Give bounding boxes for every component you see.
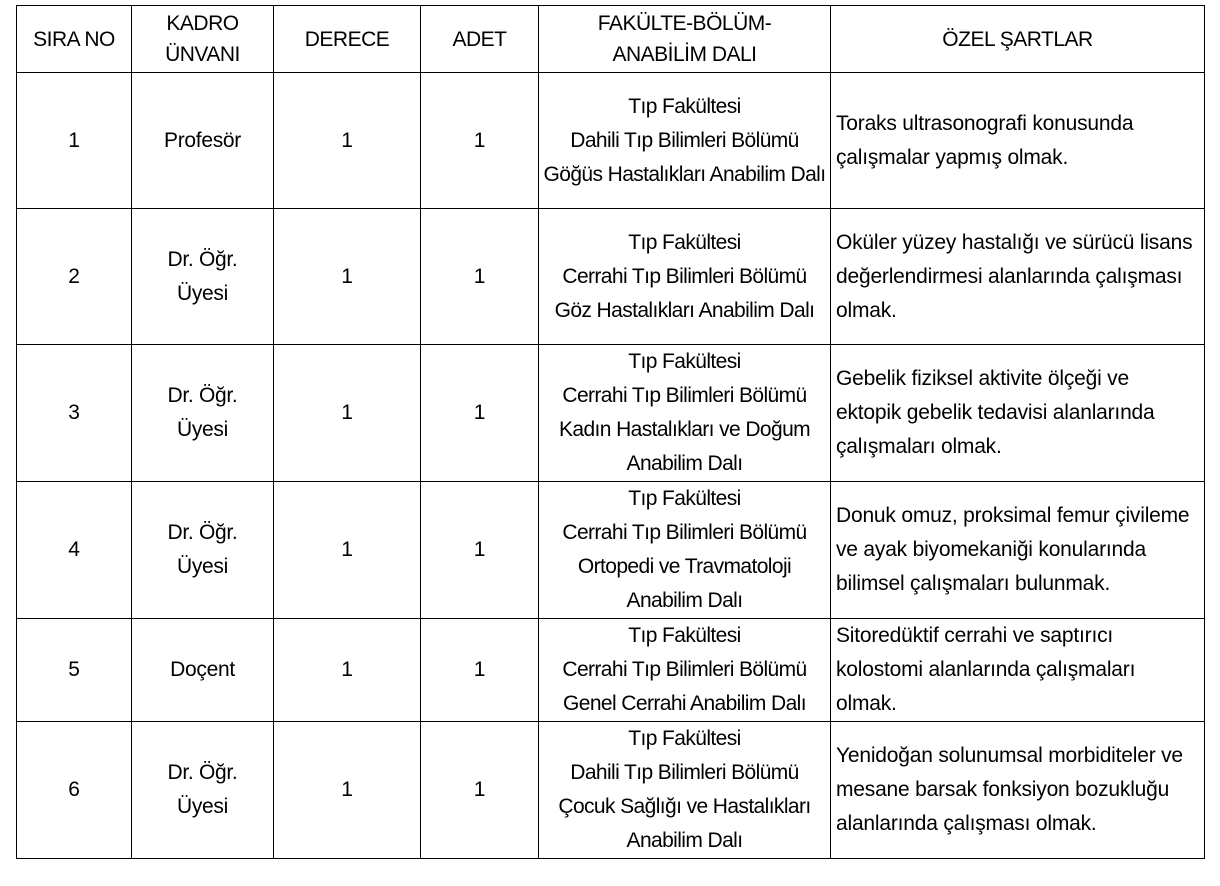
cell-adet: 1	[421, 209, 539, 345]
cell-ozel-sartlar: Toraks ultrasonografi konusunda çalışmalar yapmış olmak.	[831, 73, 1205, 209]
cell-kadro-unvani: Dr. Öğr. Üyesi	[132, 722, 274, 859]
cell-sira-no: 2	[17, 209, 132, 345]
cell-adet: 1	[421, 722, 539, 859]
header-derece: DERECE	[274, 6, 421, 73]
cell-derece: 1	[274, 722, 421, 859]
cell-sira-no: 1	[17, 73, 132, 209]
cell-ozel-sartlar: Yenidoğan solunumsal morbiditeler ve mesane barsak fonksiyon bozukluğu alanlarında çalışması olmak.	[831, 722, 1205, 859]
cell-fakulte: Tıp Fakültesi Cerrahi Tıp Bilimleri Bölümü Ortopedi ve Travmatoloji Anabilim Dalı	[539, 482, 831, 619]
header-sira-no: SIRA NO	[17, 6, 132, 73]
cell-kadro-unvani: Dr. Öğr. Üyesi	[132, 209, 274, 345]
cell-fakulte: Tıp Fakültesi Cerrahi Tıp Bilimleri Bölümü Genel Cerrahi Anabilim Dalı	[539, 619, 831, 722]
cell-adet: 1	[421, 619, 539, 722]
cell-derece: 1	[274, 209, 421, 345]
cell-ozel-sartlar: Gebelik fiziksel aktivite ölçeği ve ektopik gebelik tedavisi alanlarında çalışmaları olmak.	[831, 345, 1205, 482]
cell-derece: 1	[274, 345, 421, 482]
cell-derece: 1	[274, 619, 421, 722]
cell-fakulte: Tıp Fakültesi Dahili Tıp Bilimleri Bölümü Göğüs Hastalıkları Anabilim Dalı	[539, 73, 831, 209]
cell-kadro-unvani: Dr. Öğr. Üyesi	[132, 345, 274, 482]
table-row	[17, 73, 1205, 209]
cell-fakulte: Tıp Fakültesi Cerrahi Tıp Bilimleri Bölümü Göz Hastalıkları Anabilim Dalı	[539, 209, 831, 345]
cell-derece: 1	[274, 482, 421, 619]
cell-fakulte: Tıp Fakültesi Cerrahi Tıp Bilimleri Bölümü Kadın Hastalıkları ve Doğum Anabilim Dalı	[539, 345, 831, 482]
table-row	[17, 209, 1205, 345]
cell-sira-no: 6	[17, 722, 132, 859]
cell-ozel-sartlar: Oküler yüzey hastalığı ve sürücü lisans değerlendirmesi alanlarında çalışması olmak.	[831, 209, 1205, 345]
header-row	[17, 6, 1205, 73]
staff-position-table	[16, 5, 1205, 859]
cell-ozel-sartlar: Donuk omuz, proksimal femur çivileme ve ayak biyomekaniği konularında bilimsel çalışmaları bulunmak.	[831, 482, 1205, 619]
cell-ozel-sartlar: Sitoredüktif cerrahi ve saptırıcı kolostomi alanlarında çalışmaları olmak.	[831, 619, 1205, 722]
table-row	[17, 482, 1205, 619]
cell-adet: 1	[421, 345, 539, 482]
header-kadro-unvani: KADRO ÜNVANI	[132, 6, 274, 73]
table-row	[17, 619, 1205, 722]
cell-adet: 1	[421, 73, 539, 209]
cell-fakulte: Tıp Fakültesi Dahili Tıp Bilimleri Bölümü Çocuk Sağlığı ve Hastalıkları Anabilim Dalı	[539, 722, 831, 859]
cell-kadro-unvani: Dr. Öğr. Üyesi	[132, 482, 274, 619]
cell-sira-no: 3	[17, 345, 132, 482]
header-fakulte: FAKÜLTE-BÖLÜM-ANABİLİM DALI	[539, 6, 831, 73]
header-adet: ADET	[421, 6, 539, 73]
table-row	[17, 722, 1205, 859]
cell-kadro-unvani: Profesör	[132, 73, 274, 209]
cell-derece: 1	[274, 73, 421, 209]
cell-sira-no: 4	[17, 482, 132, 619]
cell-adet: 1	[421, 482, 539, 619]
header-ozel-sartlar: ÖZEL ŞARTLAR	[831, 6, 1205, 73]
cell-kadro-unvani: Doçent	[132, 619, 274, 722]
cell-sira-no: 5	[17, 619, 132, 722]
table-row	[17, 345, 1205, 482]
